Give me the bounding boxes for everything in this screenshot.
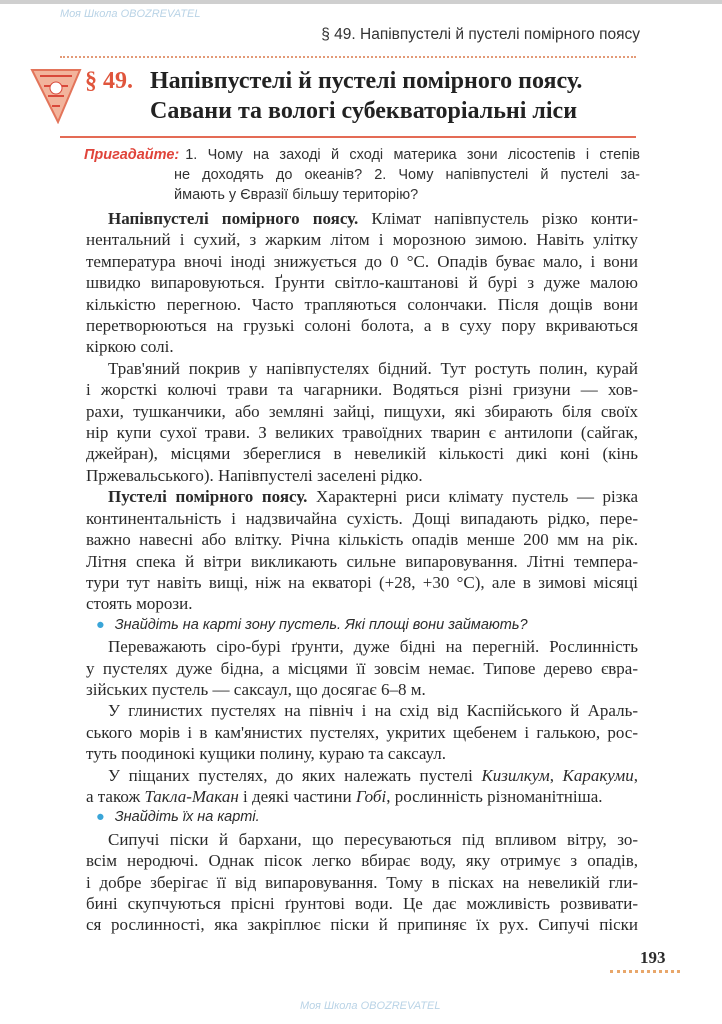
task-text: Знайдіть їх на карті. xyxy=(114,809,260,826)
task-bullet xyxy=(86,615,638,636)
text: , xyxy=(549,765,563,785)
desert-name: Гобі xyxy=(355,786,387,806)
paragraph-line: і жорсткі колючі трави та чагарники. Водяться різні гризуни — хов- xyxy=(86,380,638,400)
paragraph-line: континентальність і надзвичайна сухість. Дощі випадають рідко, пере- xyxy=(86,508,638,528)
paragraph-line: Трав'яний покрив у напівпустелях бідний. Тут ростуть полин, курай xyxy=(108,358,638,378)
paragraph-line: тури тут навіть вищі, ніж на екваторі (+28, +30 °С), але в зимові місяці xyxy=(86,572,638,592)
watermark xyxy=(300,1000,440,1012)
paragraph-line xyxy=(86,208,638,229)
title-line: Напівпустелі й пустелі помірного поясу. xyxy=(150,68,583,94)
paragraph-line: Літня спека й вітри викликають сильне випаровування. Літні темпера- xyxy=(86,551,638,571)
paragraph-line: бині скупчуються прісні ґрунтові води. Це дає можливість розвивати- xyxy=(86,894,638,913)
remind-box xyxy=(84,145,640,205)
watermark-brand: OBOZREVATEL xyxy=(360,1000,441,1012)
paragraph-line: нір купи сухої трави. З великих травоїдних тварин є антилопи (сайгак, xyxy=(86,423,638,443)
paragraph-line: перетворюються на грузькі солоні болота, а в суху пору вкриваються xyxy=(86,316,638,336)
paragraph-line xyxy=(86,486,638,507)
text: У піщаних пустелях, до яких належать пустелі xyxy=(108,765,482,785)
paragraph-line: температура вночі іноді знижується до 0 °С. Опадів буває мало, і вони xyxy=(86,251,638,271)
paragraph-line: зійських пустель — саксаул, що досягає 6–8 м. xyxy=(86,679,426,699)
desert-name: Такла-Макан xyxy=(144,786,239,806)
watermark-brand: OBOZREVATEL xyxy=(120,8,201,20)
remind-line: 1. Чому на заході й сході материка зони лісостепів і степів xyxy=(185,147,640,163)
remind-line: не доходять до океанів? 2. Чому напівпустелі й пустелі за- xyxy=(174,167,640,183)
text: Характерні риси клімату пустель — різка xyxy=(307,487,638,507)
text: , xyxy=(633,765,638,785)
subheading: Пустелі помірного поясу. xyxy=(108,487,308,507)
body-text xyxy=(86,208,638,936)
paragraph-line: нентальний і сухий, з жарким літом і морозною зимою. Навіть улітку xyxy=(86,230,638,250)
watermark xyxy=(60,8,200,20)
paragraph-line: швидко випаровуються. Ґрунти світло-каштанові й бурі з дуже малою xyxy=(86,273,638,293)
page-number: 193 xyxy=(640,948,666,967)
paragraph-line: кількістю перегною. Часто трапляються солончаки. Після дощів вони xyxy=(86,294,638,314)
section-emblem-icon xyxy=(30,66,82,124)
dotted-divider xyxy=(60,56,636,58)
remind-line: ймають у Євразії більшу територію? xyxy=(174,187,419,203)
bullet-icon: ● xyxy=(96,616,105,633)
remind-first-row xyxy=(84,145,640,165)
top-border xyxy=(0,0,722,4)
text: а також xyxy=(86,786,145,806)
paragraph-line: Сипучі піски й бархани, що пересуваються під впливом вітру, зо- xyxy=(108,829,638,849)
paragraph-line: у пустелях дуже бідна, а місцями її зовсім немає. Типове дерево євра- xyxy=(86,658,638,678)
paragraph-line: і добре зберігає її від випаровування. Тому в пісках на невеликій гли- xyxy=(86,872,638,892)
running-head: § 49. Напівпустелі й пустелі помірного поясу xyxy=(321,26,640,43)
watermark-school: Моя Школа xyxy=(300,1000,358,1012)
text: Клімат напівпустель різко конти- xyxy=(358,209,638,228)
page-number-ornament xyxy=(610,970,680,973)
paragraph-line: Переважають сіро-бурі ґрунти, дуже бідні на перегній. Рослинність xyxy=(108,637,638,657)
paragraph-line xyxy=(86,786,638,807)
paragraph-line: У глинистих пустелях на північ і на схід від Каспійського й Араль- xyxy=(108,701,638,721)
paragraph-line: ського морів і в кам'янистих пустелях, укритих щебенем і галькою, рос- xyxy=(86,722,638,742)
paragraph-line: важно навесні або влітку. Річна кількість опадів менше 200 мм на рік. xyxy=(86,530,638,550)
paragraph-line: туть поодинокі кущики полину, кураю та саксаул. xyxy=(86,744,446,764)
paragraph-line: ся рослинності, яка закріплює піски й припиняє їх рух. Сипучі піски xyxy=(86,915,638,935)
task-text: Знайдіть на карті зону пустель. Які площі вони займають? xyxy=(114,616,528,633)
paragraph-line: Пржевальського). Напівпустелі заселені рідко. xyxy=(86,465,423,485)
task-bullet xyxy=(86,807,638,828)
paragraph-line xyxy=(86,765,638,786)
watermark-school: Моя Школа xyxy=(60,8,118,20)
desert-name: Каракуми xyxy=(562,765,634,785)
remind-label: Пригадайте: xyxy=(84,147,180,163)
subheading: Напівпустелі помірного поясу. xyxy=(108,209,359,228)
paragraph-line: рахи, тушканчики, або земляні зайці, пищухи, які збирають біля своїх xyxy=(86,401,638,421)
paragraph-line: всім неродючі. Однак пісок легко вбирає воду, яку отримує з опадів, xyxy=(86,851,638,871)
text: і деякі частини xyxy=(238,786,356,806)
paragraph-line: стоять морози. xyxy=(86,594,193,614)
paragraph-line: кіркою солі. xyxy=(86,337,174,357)
paragraph-line: джейран), місцями збереглися в невеликій кількості дикі коні (кінь xyxy=(86,444,638,464)
section-number: § 49. xyxy=(85,68,133,94)
page-title xyxy=(150,66,582,126)
desert-name: Кизилкум xyxy=(481,765,550,785)
bullet-icon: ● xyxy=(96,809,105,826)
title-line: Савани та вологі субекваторіальні ліси xyxy=(150,98,578,124)
text: , рослинність різноманітніша. xyxy=(386,786,603,806)
title-underline xyxy=(60,136,636,138)
